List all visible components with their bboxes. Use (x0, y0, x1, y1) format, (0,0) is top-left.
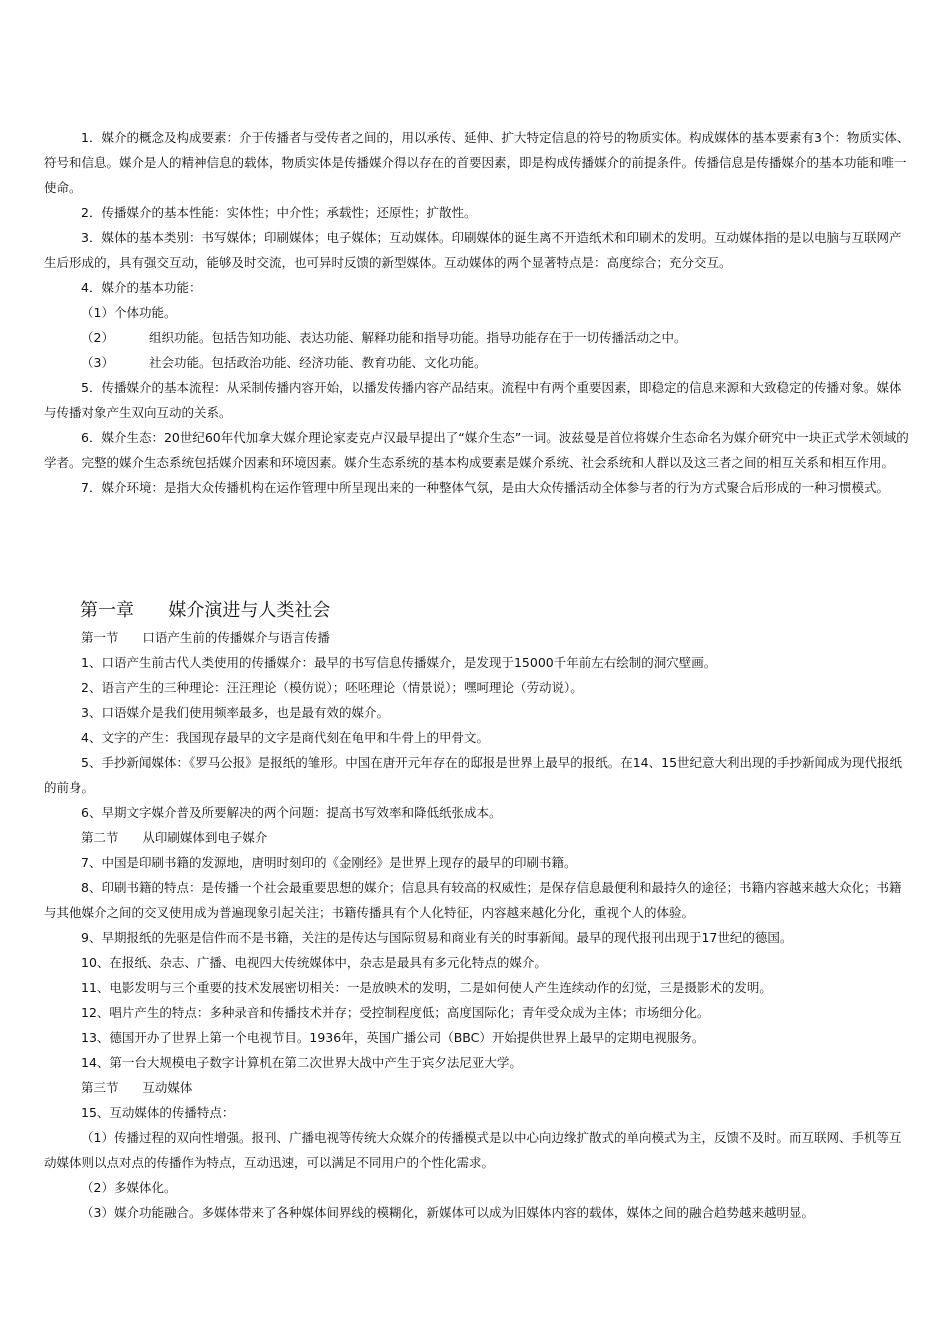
list-item: 13、德国开办了世界上第一个电视节目。1936年，英国广播公司（BBC）开始提供世界上最早的定期电视服务。 (81, 1030, 705, 1045)
function-item-society (44, 350, 912, 375)
list-item: 6、早期文字媒介普及所要解决的两个问题：提高书写效率和降低纸张成本。 (81, 805, 502, 820)
function-item-organization (44, 325, 912, 350)
paragraph-media-functions: 4．媒介的基本功能： (81, 280, 202, 295)
function-item-number: （3） (81, 355, 114, 370)
paragraph-media-ecology: 6．媒介生态：20世纪60年代加拿大媒介理论家麦克卢汉最早提出了“媒介生态”一词。波兹曼是首位将媒介生态命名为媒介研究中一块正式学术领域的学者。完整的媒介生态系统包括媒介因素和环境因素。媒介生态系统的基本构成要素是媒介系统、社会系统和人群以及这三者之间的相互关系和相互作用。 (44, 430, 909, 470)
list-item: 1、口语产生前古代人类使用的传播媒介：最早的书写信息传播媒介，是发现于15000千年前左右绘制的洞穴壁画。 (81, 655, 717, 670)
function-item-text: 社会功能。包括政治功能、经济功能、教育功能、文化功能。 (149, 355, 487, 370)
list-item: 15、互动媒体的传播特点： (81, 1105, 235, 1120)
paragraph-media-environment: 7．媒介环境：是指大众传播机构在运作管理中所呈现出来的一种整体气氛，是由大众传播活动全体参与者的行为方式聚合后形成的一种习惯模式。 (81, 480, 889, 495)
paragraph-media-categories: 3．媒体的基本类别：书写媒体；印刷媒体；电子媒体；互动媒体。印刷媒体的诞生离不开造纸术和印刷术的发明。互动媒体指的是以电脑与互联网产生后形成的，具有强交互动，能够及时交流，也可异时反馈的新型媒体。互动媒体的两个显著特点是：高度综合；充分交互。 (44, 230, 902, 270)
list-item: 5、手抄新闻媒体：《罗马公报》是报纸的雏形。中国在唐开元年存在的邸报是世界上最早的报纸。在14、15世纪意大利出现的手抄新闻成为现代报纸的前身。 (44, 755, 903, 795)
list-item: 7、中国是印刷书籍的发源地，唐明时刻印的《金刚经》是世界上现存的最早的印刷书籍。 (81, 855, 577, 870)
chapter-title: 第一章 媒介演进与人类社会 (80, 600, 331, 621)
intro-block (44, 125, 912, 500)
function-item-individual: （1）个体功能。 (81, 305, 177, 320)
paragraph-media-process: 5．传播媒介的基本流程：从采制传播内容开始，以播发传播内容产品结束。流程中有两个重要因素，即稳定的信息来源和大致稳定的传播对象。媒体与传播对象产生双向互动的关系。 (44, 380, 902, 420)
list-item: （2）多媒体化。 (81, 1180, 177, 1195)
list-item: 12、唱片产生的特点：多种录音和传播技术并存；受控制程度低；高度国际化；青年受众成为主体；市场细分化。 (81, 1005, 710, 1020)
list-item: （3）媒介功能融合。多媒体带来了各种媒体间界线的模糊化，新媒体可以成为旧媒体内容的载体，媒体之间的融合趋势越来越明显。 (81, 1205, 814, 1220)
chapter-body (44, 625, 912, 1225)
list-item: 4、文字的产生：我国现存最早的文字是商代刻在龟甲和牛骨上的甲骨文。 (81, 730, 489, 745)
list-item: 8、印刷书籍的特点：是传播一个社会最重要思想的媒介；信息具有较高的权威性；是保存信息最便利和最持久的途径；书籍内容越来越大众化；书籍与其他媒介之间的交叉使用成为普遍现象引起关注；书籍传播具有个人化特征，内容越来越化分化，重视个人的体验。 (44, 880, 902, 920)
list-item: 10、在报纸、杂志、广播、电视四大传统媒体中，杂志是最具有多元化特点的媒介。 (81, 955, 547, 970)
section-title: 第三节 互动媒体 (81, 1080, 193, 1095)
paragraph-media-concept: 1．媒介的概念及构成要素：介于传播者与受传者之间的，用以承传、延伸、扩大特定信息的符号的物质实体。构成媒体的基本要素有3个：物质实体、符号和信息。媒介是人的精神信息的载体，物质实体是传播媒介得以存在的首要因素，即是构成传播媒介的前提条件。传播信息是传播媒介的基本功能和唯一使命。 (44, 130, 910, 195)
list-item: 9、早期报纸的先驱是信件而不是书籍，关注的是传达与国际贸易和商业有关的时事新闻。最早的现代报刊出现于17世纪的德国。 (81, 930, 793, 945)
section-title: 第一节 口语产生前的传播媒介与语言传播 (81, 630, 330, 645)
function-item-number: （2） (81, 330, 114, 345)
section-title: 第二节 从印刷媒体到电子媒介 (81, 830, 268, 845)
list-item: 2、语言产生的三种理论：汪汪理论（模仿说）；呸呸理论（情景说）；嘿呵理论（劳动说）。 (81, 680, 583, 695)
list-item: 3、口语媒介是我们使用频率最多，也是最有效的媒介。 (81, 705, 389, 720)
list-item: 11、电影发明与三个重要的技术发展密切相关：一是放映术的发明，二是如何使人产生连续动作的幻觉，三是摄影术的发明。 (81, 980, 772, 995)
list-item: （1）传播过程的双向性增强。报刊、广播电视等传统大众媒介的传播模式是以中心向边缘扩散式的单向模式为主，反馈不及时。而互联网、手机等互动媒体则以点对点的传播作为特点，互动迅速，可以满足不同用户的个性化需求。 (44, 1130, 902, 1170)
list-item: 14、第一台大规模电子数字计算机在第二次世界大战中产生于宾夕法尼亚大学。 (81, 1055, 522, 1070)
paragraph-media-properties: 2．传播媒介的基本性能：实体性；中介性；承载性；还原性；扩散性。 (81, 205, 477, 220)
function-item-text: 组织功能。包括告知功能、表达功能、解释功能和指导功能。指导功能存在于一切传播活动之中。 (149, 330, 687, 345)
